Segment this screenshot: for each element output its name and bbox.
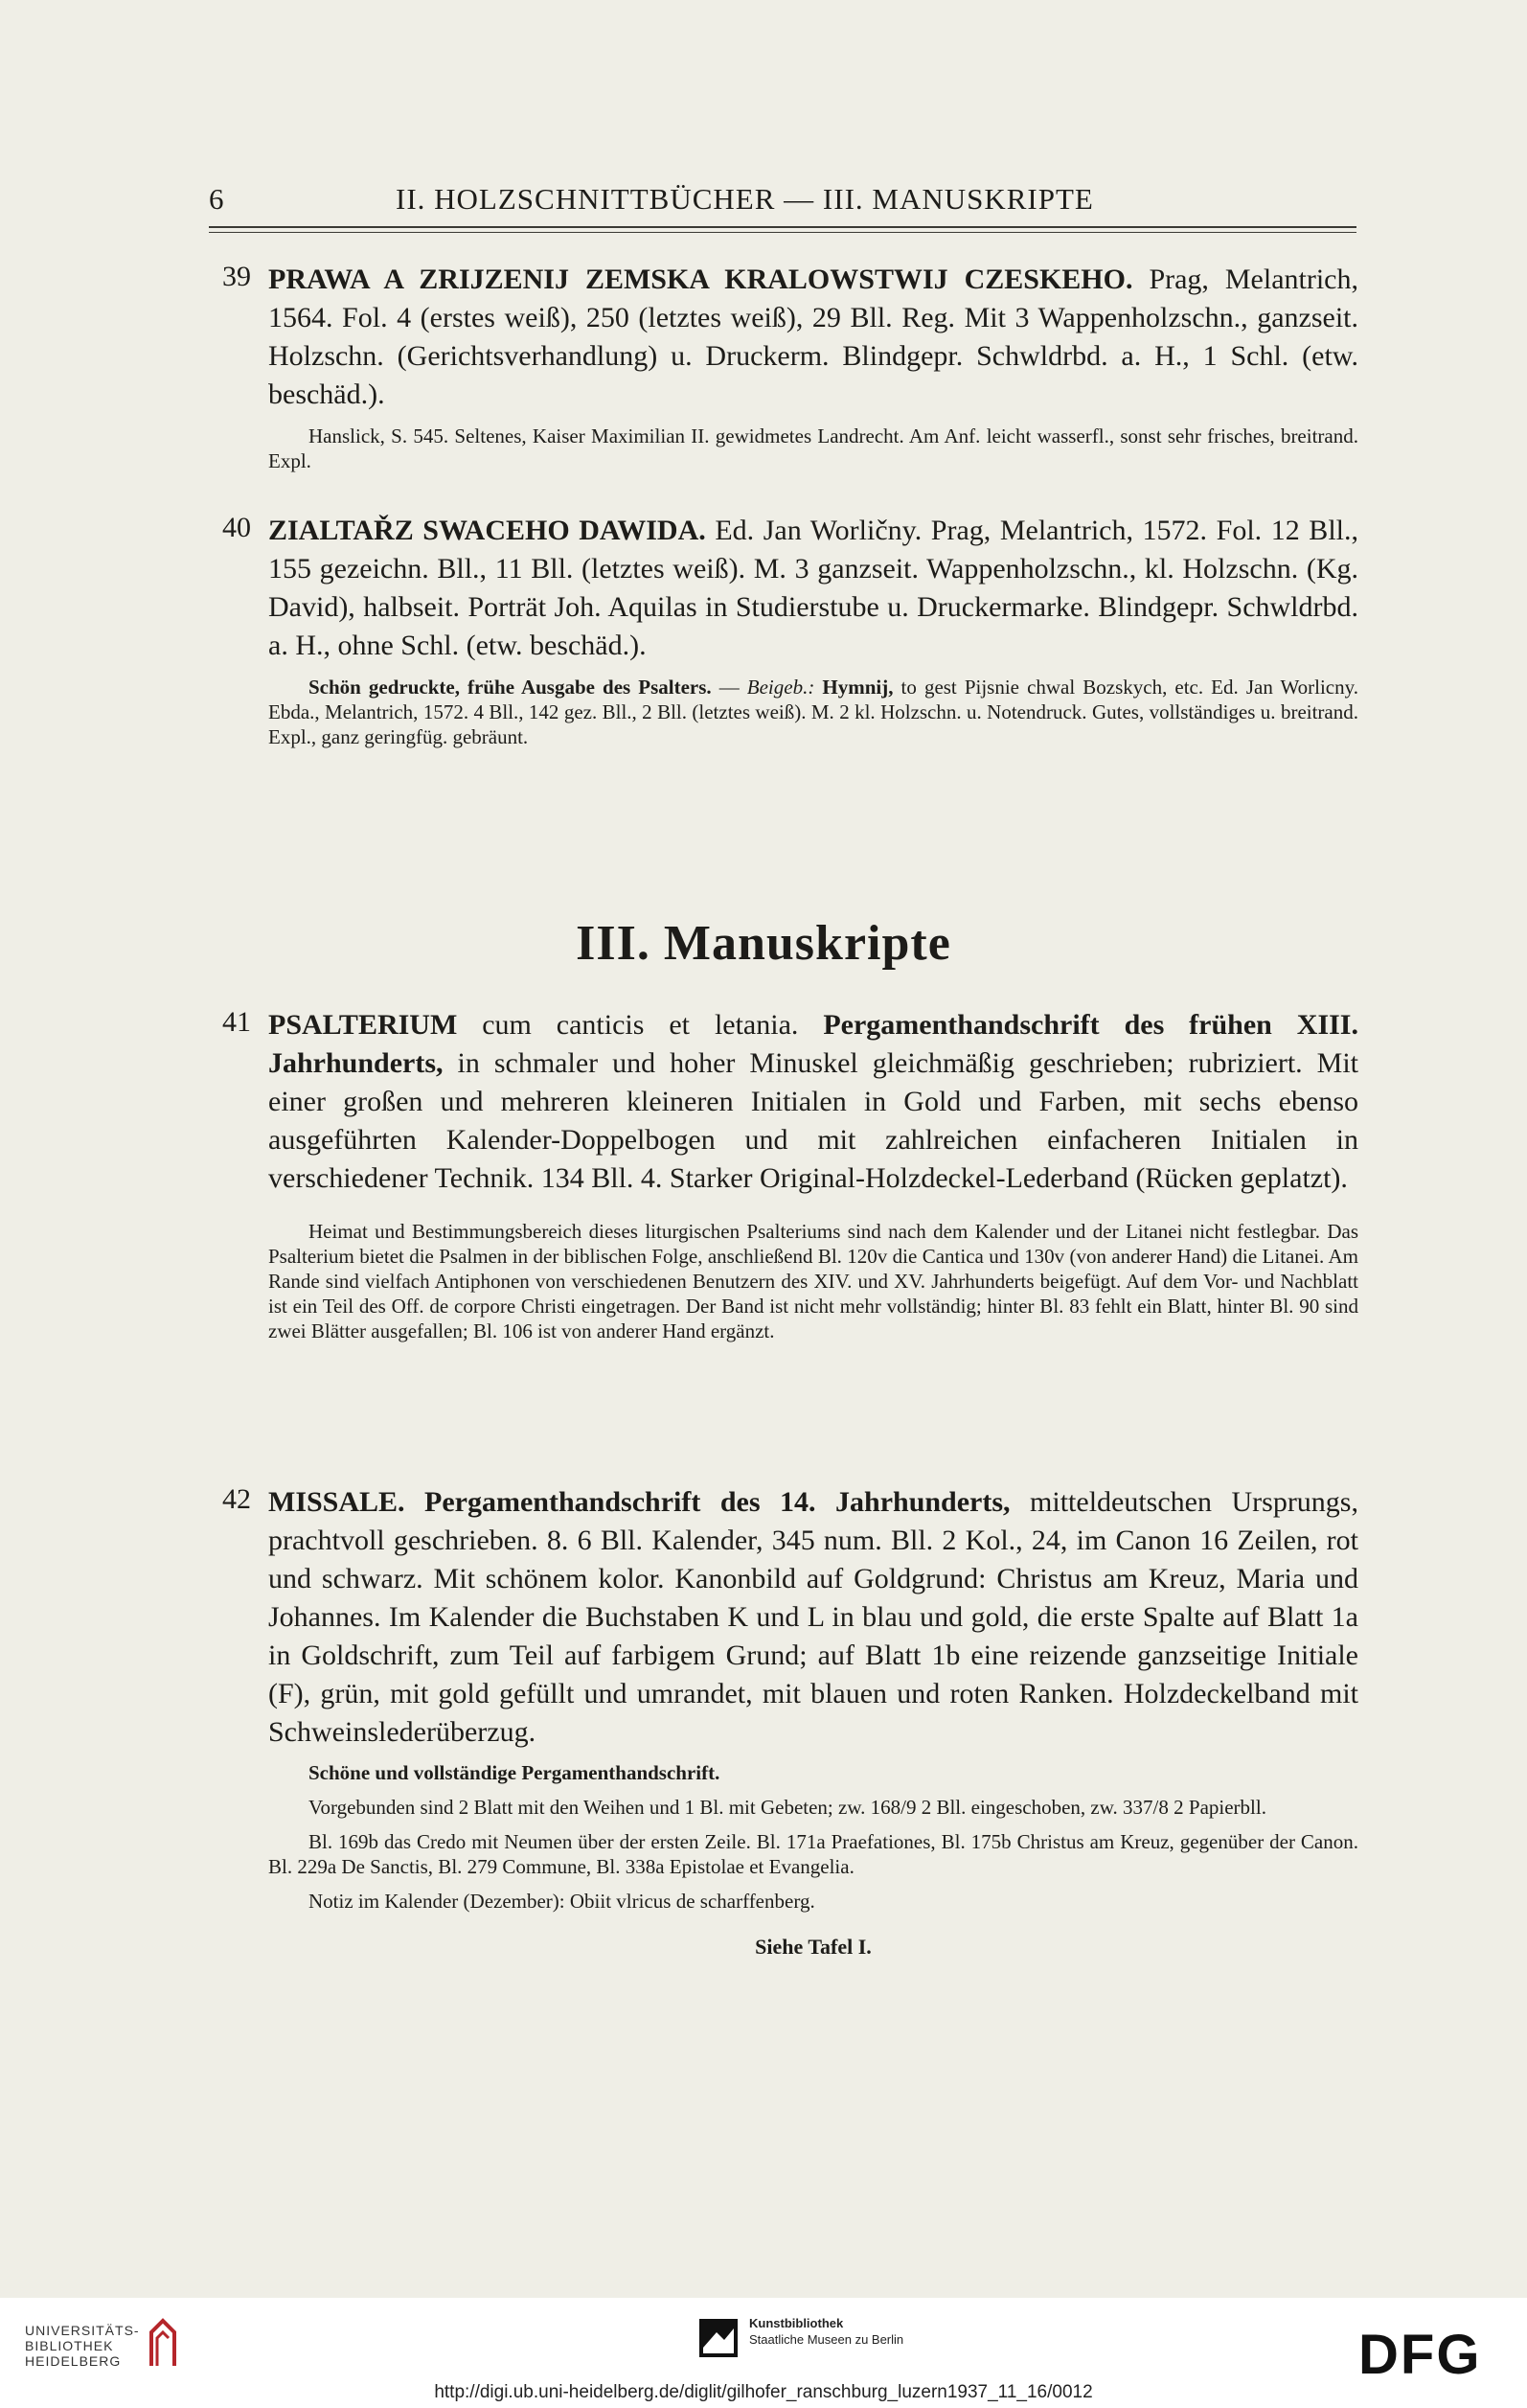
entry-text-1: cum canticis et letania.: [457, 1009, 824, 1041]
section-heading: III. Manuskripte: [576, 916, 951, 971]
university-line-3: HEIDELBERG: [25, 2353, 122, 2369]
catalog-entry-40: [222, 512, 1358, 749]
entry-text: in schmaler und hoher Minuskel gleichmäßig geschrieben; rubriziert. Mit einer großen und mehreren kleineren Initialen in Gold und Farben, mit sechs ebenso ausgeführten Kalender-Doppelbogen und mit zahlreichen einfacheren Initialen in verschiedener Technik. 134 Bll. 4. Starker Original-Holzdeckel-Lederband (Rücken geplatzt).: [268, 1047, 1358, 1194]
note-italic: Beigeb.:: [746, 676, 815, 699]
entry-title: PSALTERIUM: [268, 1009, 458, 1041]
note-bold-2: Hymnij,: [814, 676, 894, 699]
footer-bar: [0, 2298, 1527, 2408]
entry-note: Heimat und Bestimmungsbereich dieses liturgischen Psalteriums sind nach dem Kalender und der Litanei nicht festlegbar. Das Psalterium bietet die Psalmen in der biblischen Folge, anschließend Bl. 120v die Cantica und 130v (von anderer Hand) die Litanei. Am Rande sind vielfach Antiphonen von verschiedenen Benutzern des XIV. und XV. Jahrhunderts beigefügt. Auf dem Vor- und Nachblatt ist ein Teil des Off. de corpore Christi eingetragen. Der Band ist nicht mehr vollständig; hinter Bl. 83 fehlt ein Blatt, hinter Bl. 90 sind zwei Blätter ausgefallen; Bl. 106 ist von anderer Hand ergänzt.: [268, 1220, 1358, 1342]
entry-bold: Pergamenthandschrift des frühen XIII. Jahrhunderts,: [268, 1009, 1358, 1079]
entry-body: [268, 512, 1358, 665]
header-rule-thin: [209, 232, 1356, 233]
kb-line-2: Staatliche Museen zu Berlin: [749, 2332, 904, 2347]
entry-number: 42: [222, 1483, 251, 1515]
entry-body: [268, 1006, 1358, 1198]
plate-reference: Siehe Tafel I.: [755, 1935, 872, 1959]
catalog-entry-41: [222, 1006, 1358, 1343]
entry-note: Hanslick, S. 545. Seltenes, Kaiser Maximilian II. gewidmetes Landrecht. Am Anf. leicht wasserfl., sonst sehr frisches, breitrand. Expl.: [268, 424, 1358, 472]
entry-note-1: Vorgebunden sind 2 Blatt mit den Weihen und 1 Bl. mit Gebeten; zw. 168/9 2 Bll. eingeschoben, zw. 337/8 2 Papierbll.: [308, 1796, 1266, 1819]
entry-number: 41: [222, 1006, 251, 1038]
source-url[interactable]: http://digi.ub.uni-heidelberg.de/diglit/gilhofer_ranschburg_luzern1937_11_16/0012: [434, 2382, 1093, 2402]
entry-text: mitteldeutschen Ursprungs, prachtvoll geschrieben. 8. 6 Bll. Kalender, 345 num. Bll. 2 Kol., 24, im Canon 16 Zeilen, rot und schwarz. Mit schönem kolor. Kanonbild auf Goldgrund: Christus am Kreuz, Maria und Johannes. Im Kalender die Buchstaben K und L in blau und gold, die erste Spalte auf Blatt 1a in Goldschrift, zum Teil auf farbigem Grund; auf Blatt 1b eine reizende ganzseitige Initiale (F), grün, mit gold gefüllt und umrandet, mit blauen und roten Ranken. Holzdeckelband mit Schweinslederüberzug.: [268, 1486, 1358, 1748]
entry-body: [268, 1483, 1358, 1752]
university-line-2: BIBLIOTHEK: [25, 2338, 114, 2353]
entry-title: ZIALTAŘZ SWACEHO DAWIDA.: [268, 515, 706, 546]
entry-note: [268, 675, 1358, 749]
catalog-entry-42: [222, 1483, 1358, 1960]
kunstbibliothek-text: [749, 2315, 903, 2348]
note-dash: —: [711, 676, 747, 699]
university-line-1: UNIVERSITÄTS-: [25, 2323, 140, 2338]
kb-line-1: Kunstbibliothek: [749, 2316, 844, 2330]
note-text: to gest Pijsnie chwal Bozskych, etc. Ed. Jan Worlicny. Ebda., Melantrich, 1572. 4 Bll., 142 gez. Bll., 2 Bll. (letztes weiß). M. 2 kl. Holzschn. u. Notendruck. Gutes, vollständiges u. breitrand. Expl., ganz geringfüg. gebräunt.: [268, 676, 1359, 748]
entry-note-2: Bl. 169b das Credo mit Neumen über der ersten Zeile. Bl. 171a Praefationes, Bl. 175b Christus am Kreuz, gegenüber der Canon. Bl. 229a De Sanctis, Bl. 279 Commune, Bl. 338a Epistolae et Evangelia.: [268, 1830, 1358, 1878]
entry-number: 39: [222, 261, 251, 292]
running-title: II. HOLZSCHNITTBÜCHER — III. MANUSKRIPTE: [396, 182, 1094, 216]
entry-note-3: Notiz im Kalender (Dezember): Obiit vlricus de scharffenberg.: [308, 1890, 815, 1913]
entry-text: Prag, Melantrich, 1564. Fol. 4 (erstes weiß), 250 (letztes weiß), 29 Bll. Reg. Mit 3 Wappenholzschn., ganzseit. Holzschn. (Gerichtsverhandlung) u. Druckerm. Blindgepr. Schwldrbd. a. H., 1 Schl. (etw. beschäd.).: [268, 264, 1358, 410]
entry-title: PRAWA A ZRIJZENIJ ZEMSKA KRALOWSTWIJ CZESKEHO.: [268, 264, 1133, 295]
entry-text: Ed. Jan Worličny. Prag, Melantrich, 1572. Fol. 12 Bll., 155 gezeichn. Bll., 11 Bll. (letztes weiß). M. 3 ganzseit. Wappenholzschn., kl. Holzschn. (Kg. David), halbseit. Porträt Joh. Aquilas in Studierstube u. Druckermarke. Blindgepr. Schwldrbd. a. H., ohne Schl. (etw. beschäd.).: [268, 515, 1358, 661]
kunstbibliothek-icon: [699, 2319, 738, 2357]
note-bold: Schön gedruckte, frühe Ausgabe des Psalters.: [308, 676, 712, 699]
dfg-logo: DFG: [1358, 2324, 1482, 2386]
catalog-entry-39: [222, 261, 1358, 473]
page-number: 6: [209, 182, 225, 216]
heidelberg-logo-icon: [144, 2313, 182, 2371]
entry-bold-note: Schöne und vollständige Pergamenthandschrift.: [308, 1761, 720, 1784]
university-label: [25, 2323, 140, 2369]
entry-number: 40: [222, 512, 251, 543]
entry-body: [268, 261, 1358, 414]
entry-title: MISSALE. Pergamenthandschrift des 14. Jahrhunderts,: [268, 1486, 1011, 1518]
header-rule: [209, 226, 1356, 228]
